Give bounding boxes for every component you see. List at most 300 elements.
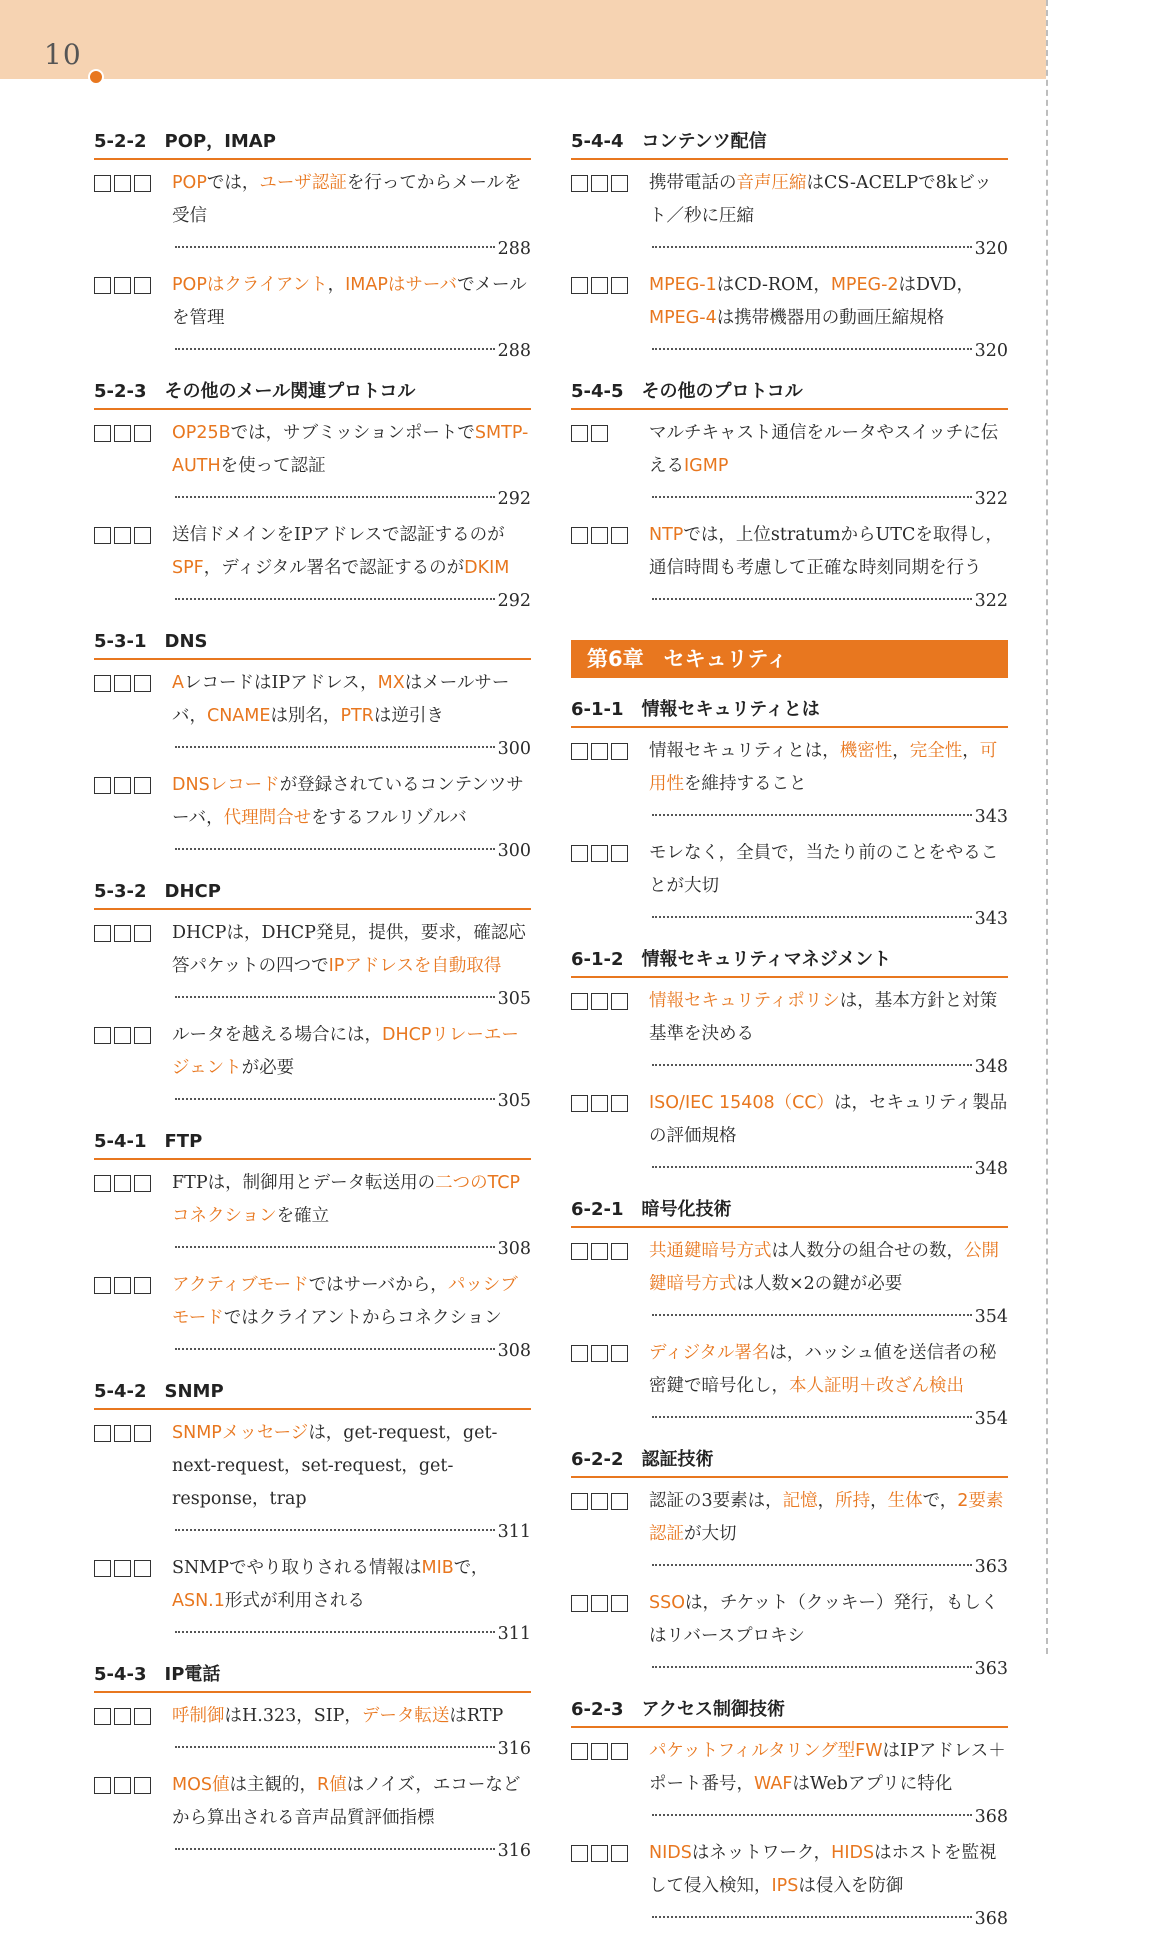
review-checkbox[interactable] (611, 175, 628, 192)
body-text: で， (453, 1558, 489, 1578)
toc-section (571, 1198, 1008, 1436)
item-text (172, 1700, 531, 1766)
item-text (649, 167, 1008, 266)
body-text: が大切 (684, 1524, 737, 1544)
checkbox-group (94, 519, 172, 544)
toc-item (94, 269, 531, 368)
page-leader (172, 335, 531, 368)
review-checkbox[interactable] (134, 1175, 151, 1192)
toc-item (94, 1167, 531, 1266)
section-heading (94, 130, 531, 160)
item-description (649, 741, 997, 794)
keyword-highlight: SPF (172, 558, 204, 578)
section-number: 5-4-2 (94, 1381, 147, 1402)
review-checkbox[interactable] (591, 1845, 608, 1862)
review-checkbox[interactable] (611, 743, 628, 760)
item-text (172, 1417, 531, 1549)
body-text: モレなく，全員で，当たり前のことをやることが大切 (649, 843, 999, 896)
dot-leader (652, 598, 972, 600)
toc-section (571, 1698, 1008, 1936)
toc-item (94, 1417, 531, 1549)
page-leader (649, 801, 1008, 834)
review-checkbox[interactable] (611, 277, 628, 294)
page-reference: 348 (974, 1159, 1008, 1179)
keyword-highlight: 情報セキュリティポリシ (649, 991, 840, 1011)
keyword-highlight: MOS値 (172, 1775, 230, 1795)
section-title: IP電話 (164, 1664, 221, 1685)
body-text: は侵入を防御 (798, 1876, 904, 1896)
review-checkbox[interactable] (611, 993, 628, 1010)
item-description (172, 1025, 519, 1078)
keyword-highlight: SMTP-AUTH (172, 423, 529, 476)
item-description (649, 991, 997, 1044)
review-checkbox[interactable] (611, 845, 628, 862)
review-checkbox[interactable] (134, 425, 151, 442)
item-description (172, 1775, 520, 1828)
section-title: アクセス制御技術 (641, 1699, 785, 1720)
review-checkbox[interactable] (114, 1277, 131, 1294)
body-text: ， (962, 741, 980, 761)
body-text: 送信ドメインをIPアドレスで認証するのが (172, 525, 505, 545)
review-checkbox[interactable] (114, 425, 131, 442)
checkbox-group (571, 269, 649, 294)
review-checkbox[interactable] (134, 1027, 151, 1044)
keyword-highlight: ASN.1 (172, 1591, 225, 1611)
body-text: は別名， (270, 706, 341, 726)
review-checkbox[interactable] (134, 1277, 151, 1294)
keyword-highlight: 本人証明＋改ざん検出 (789, 1376, 964, 1396)
dot-leader (652, 1416, 972, 1418)
keyword-highlight: 2要素認証 (649, 1491, 1004, 1544)
dot-leader (175, 1529, 495, 1531)
review-checkbox[interactable] (134, 1708, 151, 1725)
review-checkbox[interactable] (94, 1277, 111, 1294)
body-text: 認証の3要素は， (649, 1491, 783, 1511)
page-reference: 288 (497, 341, 531, 361)
review-checkbox[interactable] (134, 675, 151, 692)
section-number: 6-2-2 (571, 1449, 624, 1470)
body-text: 携帯電話の (649, 173, 737, 193)
page-reference: 316 (497, 1841, 531, 1861)
review-checkbox[interactable] (611, 1095, 628, 1112)
item-text (649, 735, 1008, 834)
body-text: はRTP (449, 1706, 504, 1726)
keyword-highlight: ISO/IEC 15408（CC） (649, 1093, 835, 1113)
review-checkbox[interactable] (571, 993, 588, 1010)
page-reference: 368 (974, 1807, 1008, 1827)
checkbox-group (571, 735, 649, 760)
body-text: が必要 (241, 1058, 295, 1078)
page-number: 10 (44, 38, 82, 71)
review-checkbox[interactable] (591, 1345, 608, 1362)
item-text (649, 269, 1008, 368)
item-description (649, 1843, 997, 1896)
section-number: 5-3-2 (94, 881, 147, 902)
checkbox-group (571, 1235, 649, 1260)
review-checkbox[interactable] (114, 1560, 131, 1577)
keyword-highlight: OP25B (172, 423, 231, 443)
review-checkbox[interactable] (134, 1560, 151, 1577)
review-checkbox[interactable] (591, 1743, 608, 1760)
body-text: を維持すること (684, 774, 807, 794)
checkbox-group (571, 837, 649, 862)
review-checkbox[interactable] (571, 527, 588, 544)
page-leader (649, 1801, 1008, 1834)
review-checkbox[interactable] (114, 1027, 131, 1044)
review-checkbox[interactable] (94, 1425, 111, 1442)
review-checkbox[interactable] (591, 527, 608, 544)
dot-leader (175, 246, 495, 248)
review-checkbox[interactable] (571, 1595, 588, 1612)
page-leader (172, 1085, 531, 1118)
keyword-highlight: 可用性 (649, 741, 998, 794)
review-checkbox[interactable] (611, 1493, 628, 1510)
toc-item (94, 769, 531, 868)
section-heading (571, 130, 1008, 160)
keyword-highlight: DNSレコード (172, 775, 280, 795)
review-checkbox[interactable] (591, 1595, 608, 1612)
keyword-highlight: ユーザ認証 (259, 173, 347, 193)
review-checkbox[interactable] (114, 527, 131, 544)
page-reference: 343 (974, 807, 1008, 827)
review-checkbox[interactable] (114, 1777, 131, 1794)
dot-leader (175, 1746, 495, 1748)
review-checkbox[interactable] (611, 1243, 628, 1260)
checkbox-group (94, 1552, 172, 1577)
item-text (172, 917, 531, 1016)
body-text: はネットワーク， (691, 1843, 832, 1863)
section-title: その他のメール関連プロトコル (164, 381, 416, 402)
review-checkbox[interactable] (114, 175, 131, 192)
body-text: は逆引き (373, 706, 444, 726)
review-checkbox[interactable] (94, 1027, 111, 1044)
dot-leader (652, 1916, 972, 1918)
toc-section (571, 130, 1008, 368)
item-description (649, 423, 998, 476)
dot-leader (652, 1314, 972, 1316)
review-checkbox[interactable] (134, 175, 151, 192)
toc-item (94, 1019, 531, 1118)
review-checkbox[interactable] (114, 277, 131, 294)
body-text: レコードはIPアドレス， (183, 673, 378, 693)
item-description (649, 1741, 1006, 1794)
toc-item (94, 1269, 531, 1368)
review-checkbox[interactable] (134, 277, 151, 294)
page-leader (649, 335, 1008, 368)
checkbox-group (571, 985, 649, 1010)
review-checkbox[interactable] (571, 1345, 588, 1362)
toc-section (571, 1448, 1008, 1686)
item-description (172, 1423, 497, 1509)
item-text (649, 1337, 1008, 1436)
review-checkbox[interactable] (591, 1095, 608, 1112)
review-checkbox[interactable] (94, 1777, 111, 1794)
body-text: では， (206, 173, 260, 193)
section-number: 5-4-3 (94, 1664, 147, 1685)
page-leader (649, 1403, 1008, 1436)
section-title: コンテンツ配信 (641, 131, 767, 152)
section-heading (94, 380, 531, 410)
keyword-highlight: MX (377, 673, 405, 693)
review-checkbox[interactable] (94, 425, 111, 442)
toc-item (94, 667, 531, 766)
body-text: を行ってからメールを受信 (172, 173, 522, 226)
review-checkbox[interactable] (94, 175, 111, 192)
review-checkbox[interactable] (571, 1845, 588, 1862)
dot-leader (652, 246, 972, 248)
page-reference: 300 (497, 841, 531, 861)
checkbox-group (571, 1735, 649, 1760)
left-column (94, 130, 531, 1880)
keyword-highlight: R値 (316, 1775, 347, 1795)
dot-leader (175, 1848, 495, 1850)
item-description (172, 923, 526, 976)
keyword-highlight: DKIM (464, 558, 510, 578)
toc-item (571, 1735, 1008, 1834)
review-checkbox[interactable] (94, 675, 111, 692)
section-heading (571, 380, 1008, 410)
checkbox-group (94, 1167, 172, 1192)
keyword-highlight: MPEG-1 (649, 275, 717, 295)
keyword-highlight: 二つのTCPコネクション (172, 1173, 521, 1226)
checkbox-group (571, 519, 649, 544)
item-text (172, 667, 531, 766)
item-description (172, 1275, 518, 1328)
dot-leader (175, 598, 495, 600)
review-checkbox[interactable] (114, 1175, 131, 1192)
toc-section (94, 1380, 531, 1651)
section-heading (571, 1448, 1008, 1478)
review-checkbox[interactable] (134, 527, 151, 544)
item-text (172, 269, 531, 368)
review-checkbox[interactable] (114, 1425, 131, 1442)
review-checkbox[interactable] (571, 1095, 588, 1112)
review-checkbox[interactable] (591, 1493, 608, 1510)
toc-item (94, 167, 531, 266)
review-checkbox[interactable] (134, 1425, 151, 1442)
review-checkbox[interactable] (114, 675, 131, 692)
dot-leader (652, 348, 972, 350)
item-text (649, 1087, 1008, 1186)
page-reference: 322 (974, 591, 1008, 611)
checkbox-group (571, 167, 649, 192)
keyword-highlight: IPS (771, 1876, 799, 1896)
right-column-top (571, 130, 1008, 618)
page-leader (649, 1301, 1008, 1334)
item-text (649, 1837, 1008, 1936)
review-checkbox[interactable] (571, 743, 588, 760)
item-description (172, 1706, 503, 1726)
review-checkbox[interactable] (591, 425, 608, 442)
review-checkbox[interactable] (611, 1595, 628, 1612)
page-leader (172, 233, 531, 266)
section-number: 5-2-2 (94, 131, 147, 152)
page-leader (172, 1618, 531, 1651)
section-title: SNMP (164, 1381, 224, 1402)
review-checkbox[interactable] (114, 1708, 131, 1725)
body-text: は人数×2の鍵が必要 (736, 1274, 903, 1294)
body-text: はH.323，SIP， (224, 1706, 362, 1726)
item-description (649, 1593, 998, 1646)
keyword-highlight: MIB (421, 1558, 454, 1578)
body-text: で， (922, 1491, 958, 1511)
toc-item (94, 1552, 531, 1651)
checkbox-group (94, 1700, 172, 1725)
body-text: を確立 (276, 1206, 330, 1226)
review-checkbox[interactable] (94, 925, 111, 942)
page-leader (172, 1233, 531, 1266)
chapter-banner (571, 640, 1008, 678)
chapter-title: セキュリティ (663, 647, 788, 671)
keyword-highlight: SSO (649, 1593, 685, 1613)
review-checkbox[interactable] (134, 925, 151, 942)
page-header-band (0, 0, 1046, 79)
section-heading (571, 948, 1008, 978)
checkbox-group (571, 1837, 649, 1862)
page-reference: 322 (974, 489, 1008, 509)
dot-leader (175, 1631, 495, 1633)
dot-leader (175, 996, 495, 998)
page-leader (172, 733, 531, 766)
checkbox-group (94, 167, 172, 192)
review-checkbox[interactable] (611, 1743, 628, 1760)
keyword-highlight: 記憶 (782, 1491, 818, 1511)
review-checkbox[interactable] (591, 1243, 608, 1260)
item-text (172, 1167, 531, 1266)
body-text: ではサーバから， (308, 1275, 448, 1295)
review-checkbox[interactable] (591, 845, 608, 862)
review-checkbox[interactable] (611, 1345, 628, 1362)
item-text (649, 1587, 1008, 1686)
toc-item (571, 837, 1008, 936)
review-checkbox[interactable] (94, 1708, 111, 1725)
keyword-highlight: CNAME (207, 706, 271, 726)
review-checkbox[interactable] (611, 1845, 628, 1862)
toc-item (94, 917, 531, 1016)
toc-section (94, 1663, 531, 1868)
review-checkbox[interactable] (571, 845, 588, 862)
review-checkbox[interactable] (571, 1243, 588, 1260)
toc-item (571, 1087, 1008, 1186)
section-number: 5-3-1 (94, 631, 147, 652)
item-text (649, 985, 1008, 1084)
review-checkbox[interactable] (571, 175, 588, 192)
review-checkbox[interactable] (571, 1493, 588, 1510)
body-text: FTPは，制御用とデータ転送用の (172, 1173, 436, 1193)
dot-leader (652, 1564, 972, 1566)
page-leader (172, 1516, 531, 1549)
body-text: は主観的， (229, 1775, 317, 1795)
keyword-highlight: 所持 (835, 1491, 871, 1511)
review-checkbox[interactable] (94, 527, 111, 544)
keyword-highlight: HIDS (831, 1843, 875, 1863)
keyword-highlight: A (172, 673, 184, 693)
item-description (649, 1491, 1003, 1544)
toc-section (94, 380, 531, 618)
body-text: をするフルリゾルバ (311, 808, 467, 828)
page-reference: 308 (497, 1341, 531, 1361)
keyword-highlight: 共通鍵暗号方式 (649, 1241, 772, 1261)
body-text: ルータを越える場合には， (172, 1025, 382, 1045)
item-text (172, 1019, 531, 1118)
keyword-highlight: MPEG-4 (649, 308, 717, 328)
dot-leader (652, 1666, 972, 1668)
page-leader (649, 1551, 1008, 1584)
review-checkbox[interactable] (591, 175, 608, 192)
review-checkbox[interactable] (571, 1743, 588, 1760)
review-checkbox[interactable] (571, 277, 588, 294)
section-title: その他のプロトコル (641, 381, 803, 402)
review-checkbox[interactable] (591, 743, 608, 760)
keyword-highlight: データ転送 (361, 1706, 450, 1726)
keyword-highlight: 生体 (887, 1491, 923, 1511)
page-leader (172, 1733, 531, 1766)
toc-item (571, 735, 1008, 834)
checkbox-group (94, 269, 172, 294)
review-checkbox[interactable] (134, 777, 151, 794)
item-description (172, 1558, 488, 1611)
checkbox-group (571, 417, 649, 442)
review-checkbox[interactable] (134, 1777, 151, 1794)
section-heading (94, 630, 531, 660)
toc-item (94, 1700, 531, 1766)
item-description (649, 275, 974, 328)
page-reference: 348 (974, 1057, 1008, 1077)
page-leader (172, 1835, 531, 1868)
body-text: マルチキャスト通信をルータやスイッチに伝える (649, 423, 999, 476)
item-description (649, 1343, 997, 1396)
page-reference: 292 (497, 591, 531, 611)
body-text: はホストを監視して侵入検知， (649, 1843, 997, 1896)
review-checkbox[interactable] (114, 777, 131, 794)
item-description (172, 673, 509, 726)
toc-item (571, 1235, 1008, 1334)
checkbox-group (94, 917, 172, 942)
item-text (172, 1769, 531, 1868)
review-checkbox[interactable] (591, 993, 608, 1010)
keyword-highlight: パケットフィルタリング型FW (649, 1741, 883, 1761)
review-checkbox[interactable] (591, 277, 608, 294)
review-checkbox[interactable] (611, 527, 628, 544)
keyword-highlight: POP (172, 173, 207, 193)
review-checkbox[interactable] (114, 925, 131, 942)
review-checkbox[interactable] (94, 1560, 111, 1577)
keyword-highlight: 公開鍵暗号方式 (649, 1241, 999, 1294)
body-text: ， (892, 741, 910, 761)
section-heading (94, 1380, 531, 1410)
review-checkbox[interactable] (94, 1175, 111, 1192)
body-text: は，基本方針と対策基準を決める (649, 991, 998, 1044)
section-title: FTP (164, 1131, 203, 1152)
checkbox-group (94, 667, 172, 692)
right-column (571, 130, 1008, 1948)
body-text: ではクライアントからコネクション (223, 1308, 502, 1328)
dot-leader (175, 746, 495, 748)
review-checkbox[interactable] (94, 277, 111, 294)
item-text (172, 417, 531, 516)
item-text (649, 1235, 1008, 1334)
section-number: 6-2-1 (571, 1199, 624, 1220)
toc-item (571, 269, 1008, 368)
body-text: は携帯機器用の動画圧縮規格 (716, 308, 945, 328)
review-checkbox[interactable] (94, 777, 111, 794)
keyword-highlight: 機密性 (839, 741, 893, 761)
review-checkbox[interactable] (571, 425, 588, 442)
body-text: は，get-request，get-next-request，set-request，get-response，trap (172, 1423, 498, 1509)
checkbox-group (571, 1587, 649, 1612)
page-leader (649, 1051, 1008, 1084)
toc-item (94, 519, 531, 618)
